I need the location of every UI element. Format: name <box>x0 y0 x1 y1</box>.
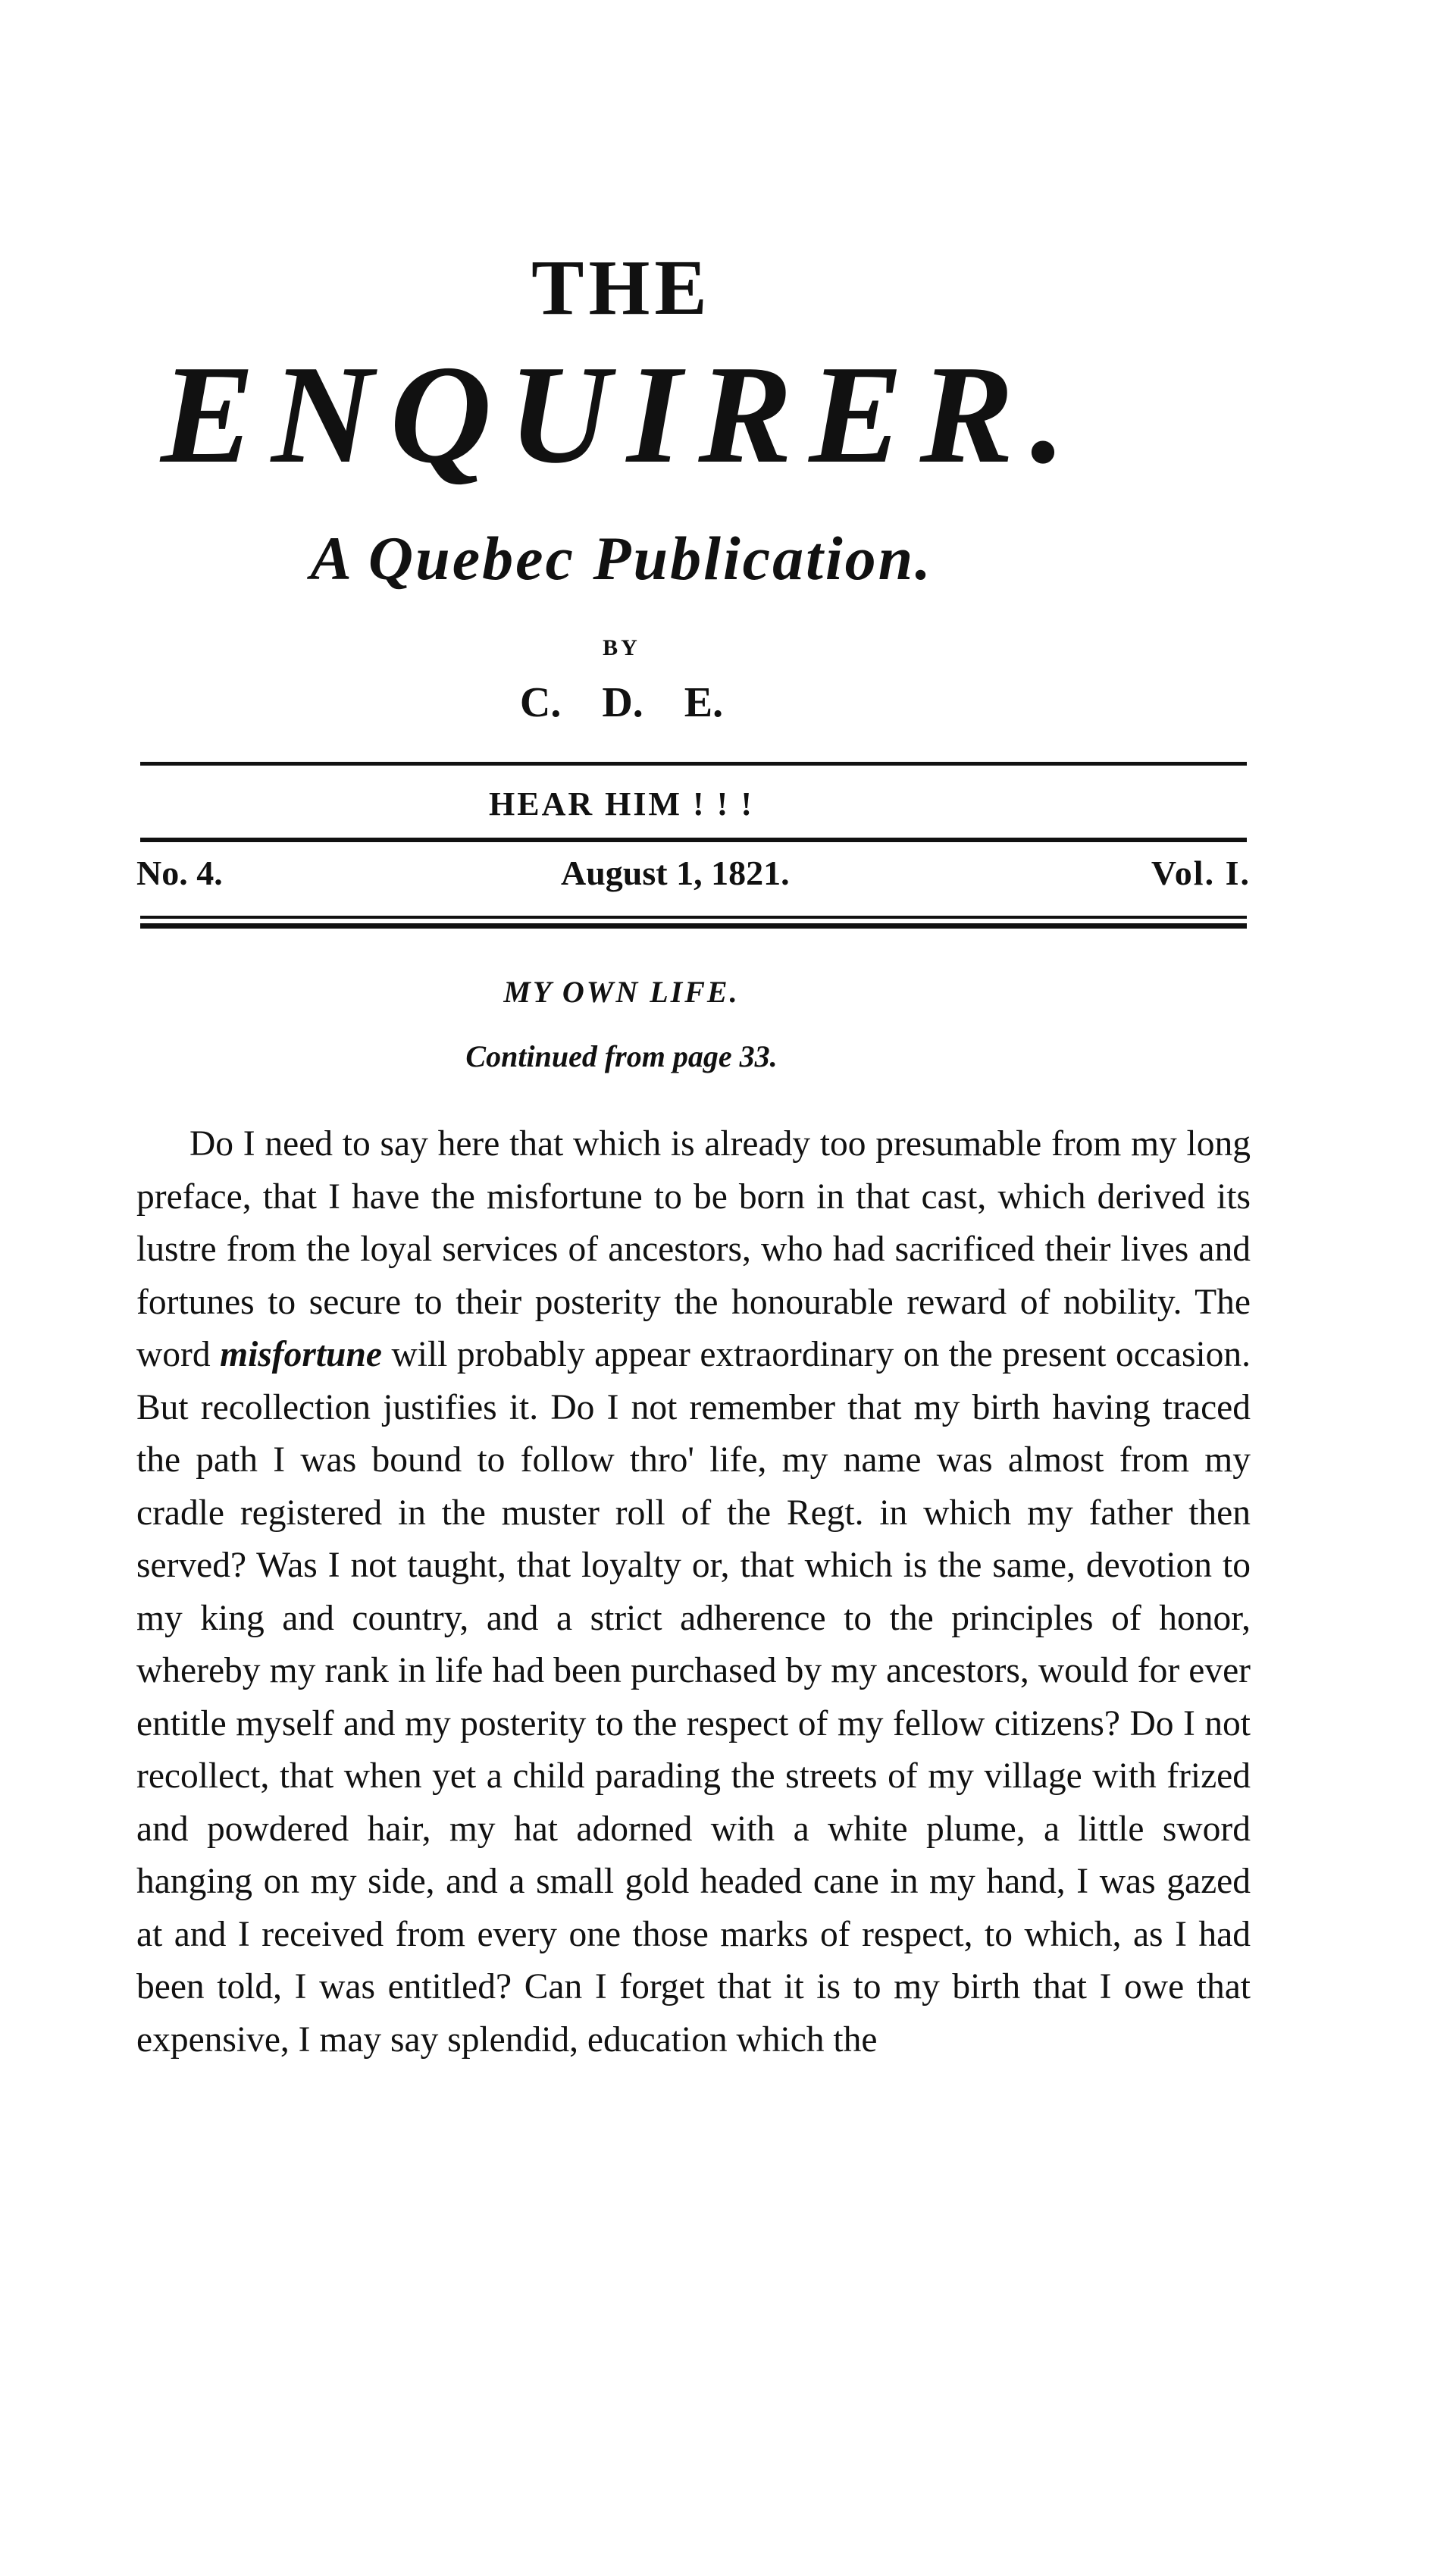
masthead-motto: HEAR HIM ! ! ! <box>489 785 754 822</box>
article-body <box>136 1118 1251 2066</box>
article-title: MY OWN LIFE. <box>503 975 740 1009</box>
article-continued: Continued from page 33. <box>465 1039 778 1073</box>
article-emphasis: misfortune <box>220 1335 382 1374</box>
motto-rule <box>140 838 1247 842</box>
article-text-part-1: Do I need to say here that which is already too presumable from my long preface, that I have the misfortune to be born in that cast, which derived its lustre from the loyal services of ancestors, who had sacrificed their lives and fortunes to secure to their posterity the honourable reward of nobility. The word <box>136 1124 1251 1374</box>
issue-number: No. 4. <box>136 854 223 892</box>
top-rule <box>140 762 1247 766</box>
issue-rule-upper <box>140 916 1247 919</box>
issue-date: August 1, 1821. <box>561 854 790 892</box>
masthead-author: C. D. E. <box>519 679 724 726</box>
issue-volume: Vol. I. <box>1151 854 1251 892</box>
masthead-by: BY <box>603 635 640 660</box>
masthead-subtitle: A Quebec Publication. <box>310 524 933 593</box>
masthead-the: THE <box>531 244 712 331</box>
masthead-title: ENQUIRER. <box>160 337 1083 493</box>
issue-line <box>136 853 1251 906</box>
issue-rule-lower <box>140 923 1247 929</box>
article-text-part-2: will probably appear extraordinary on the present occasion. But recollection justifies it. Do I not remember that my birth having traced the path I was bound to follow thro' life, my name was almost from my cradle registered in the muster roll of the Regt. in which my father then served? Was I not taught, that loyalty or, that which is the same, devotion to my king and country, and a strict adherence to the principles of honor, whereby my rank in life had been purchased by my ancestors, would for ever entitle myself and my posterity to the respect of my fellow citizens? Do I not recollect, that when yet a child parading the streets of my village with frized and powdered hair, my hat adorned with a white plume, a little sword hanging on my side, and a small gold headed cane in my hand, I was gazed at and I received from every one those marks of respect, to which, as I had been told, I was entitled? Can I forget that it is to my birth that I owe that expensive, I may say splendid, education which the <box>136 1335 1251 2060</box>
